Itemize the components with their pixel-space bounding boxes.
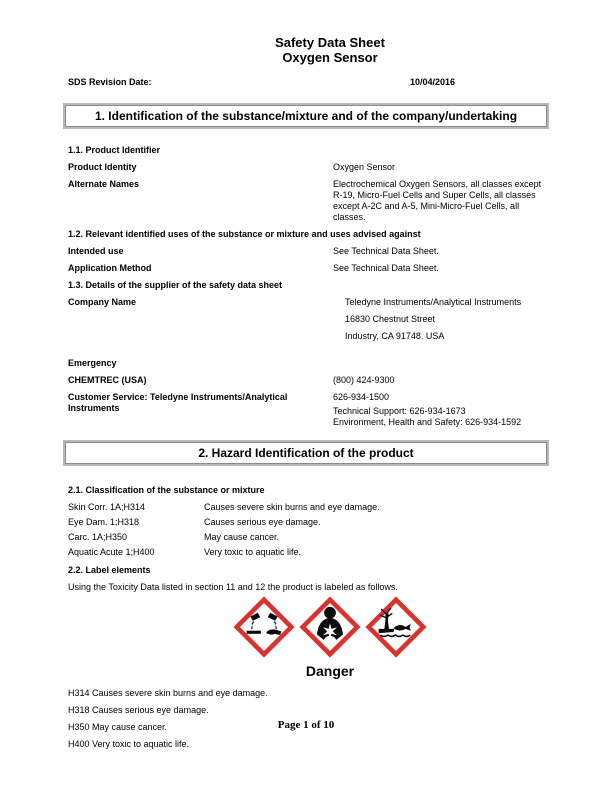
classification-code: Aquatic Acute 1;H400 bbox=[68, 547, 155, 557]
row-alternate-names bbox=[68, 179, 544, 223]
heading-2-2: 2.2. Label elements bbox=[68, 565, 151, 575]
chemtrec-phone: (800) 424-9300 bbox=[333, 375, 395, 385]
row-company-name bbox=[68, 297, 544, 348]
alternate-names-value: Electrochemical Oxygen Sensors, all classes except R-19, Micro-Fuel Cells and Super Cells, all classes except A-2C and A-5, Mini-Micro-Fuel Cells, all classes. bbox=[333, 179, 542, 222]
revision-date-value: 10/04/2016 bbox=[410, 77, 456, 87]
classification-row bbox=[68, 502, 544, 513]
hazard-statement: H350 May cause cancer. bbox=[68, 722, 168, 732]
company-address-line: 16830 Chestnut Street bbox=[345, 314, 436, 324]
technical-support-phone: Technical Support: 626-934-1673 bbox=[333, 406, 466, 416]
classification-code: Carc. 1A;H350 bbox=[68, 532, 128, 542]
alternate-names-label: Alternate Names bbox=[68, 179, 140, 189]
customer-service-phone: 626-934-1500 bbox=[333, 392, 390, 402]
revision-date-label: SDS Revision Date: bbox=[68, 77, 152, 87]
row-intended-use bbox=[68, 246, 544, 257]
signal-word: Danger bbox=[305, 663, 355, 679]
section1-title: 1. Identification of the substance/mixture and of the company/undertaking bbox=[94, 109, 518, 123]
classification-text: May cause cancer. bbox=[204, 532, 280, 542]
classification-row bbox=[68, 547, 544, 558]
ghs-environment-icon bbox=[365, 596, 427, 658]
heading-1-1: 1.1. Product Identifier bbox=[68, 145, 161, 155]
heading-1-2: 1.2. Relevant identified uses of the substance or mixture and uses advised against bbox=[68, 229, 421, 239]
classification-row bbox=[68, 517, 544, 528]
doc-title: Safety Data Sheet bbox=[275, 35, 385, 50]
intended-use-value: See Technical Data Sheet. bbox=[333, 246, 439, 256]
application-method-label: Application Method bbox=[68, 263, 152, 273]
classification-text: Causes severe skin burns and eye damage. bbox=[204, 502, 380, 512]
company-address-line: Industry, CA 91748. USA bbox=[345, 331, 445, 341]
product-identity-label: Product Identity bbox=[68, 162, 137, 172]
ghs-corrosion-icon bbox=[233, 596, 295, 658]
doc-title-block bbox=[92, 35, 568, 65]
row-customer-service bbox=[68, 392, 544, 428]
section1-header bbox=[63, 103, 549, 129]
company-address-line: Teledyne Instruments/Analytical Instruments bbox=[345, 297, 522, 307]
label-elements-intro: Using the Toxicity Data listed in section 11 and 12 the product is labeled as follows. bbox=[68, 582, 398, 592]
section1-content bbox=[68, 145, 544, 428]
ghs-health-hazard-icon bbox=[299, 596, 361, 658]
section2-header bbox=[63, 440, 549, 466]
ghs-pictogram-row bbox=[92, 596, 568, 658]
heading-emergency: Emergency bbox=[68, 358, 117, 368]
ehs-phone: Environment, Health and Safety: 626-934-1592 bbox=[333, 417, 522, 427]
row-application-method bbox=[68, 263, 544, 274]
classification-text: Causes serious eye damage. bbox=[204, 517, 321, 527]
section2-title: 2. Hazard Identification of the product bbox=[198, 446, 414, 460]
application-method-value: See Technical Data Sheet. bbox=[333, 263, 439, 273]
product-identity-value: Oxygen Sensor bbox=[333, 162, 396, 172]
intended-use-label: Intended use bbox=[68, 246, 124, 256]
hazard-statement: H314 Causes severe skin burns and eye damage. bbox=[68, 688, 268, 698]
company-address bbox=[333, 297, 544, 348]
classification-code: Eye Dam. 1;H318 bbox=[68, 517, 140, 527]
row-chemtrec bbox=[68, 375, 544, 386]
customer-service-lines bbox=[333, 392, 544, 428]
doc-subtitle: Oxygen Sensor bbox=[282, 50, 378, 65]
revision-row bbox=[68, 77, 544, 88]
customer-service-label: Customer Service: Teledyne Instruments/Analytical Instruments bbox=[68, 392, 288, 413]
classification-code: Skin Corr. 1A;H314 bbox=[68, 502, 146, 512]
section2-content bbox=[68, 485, 544, 750]
row-product-identity bbox=[68, 162, 544, 173]
heading-2-1: 2.1. Classification of the substance or mixture bbox=[68, 485, 265, 495]
classification-text: Very toxic to aquatic life. bbox=[204, 547, 302, 557]
hazard-statement: H400 Very toxic to aquatic life. bbox=[68, 739, 190, 749]
page-footer: Page 1 of 10 bbox=[277, 719, 335, 731]
chemtrec-label: CHEMTREC (USA) bbox=[68, 375, 147, 385]
hazard-statement: H318 Causes serious eye damage. bbox=[68, 705, 209, 715]
heading-1-3: 1.3. Details of the supplier of the safety data sheet bbox=[68, 280, 283, 290]
classification-row bbox=[68, 532, 544, 543]
company-name-label: Company Name bbox=[68, 297, 137, 307]
